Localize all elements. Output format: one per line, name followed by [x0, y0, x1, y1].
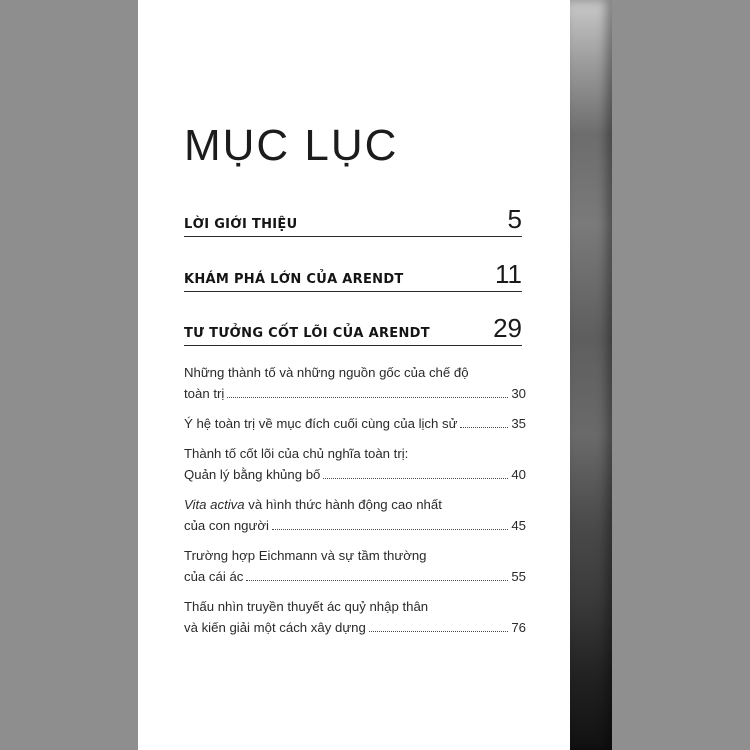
dot-leader — [227, 397, 508, 398]
toc-sub-entry-line2: của cái ác — [184, 569, 244, 584]
toc-sub-entry[interactable] — [184, 596, 526, 638]
background-left — [0, 0, 138, 750]
toc-sub-entry-line2: của con người — [184, 518, 269, 533]
toc-sub-entry-page: 35 — [511, 416, 526, 431]
toc-sub-entry-line1-rest: và hình thức hành động cao nhất — [244, 497, 442, 512]
toc-sub-entry-page: 30 — [511, 386, 526, 401]
toc-sub-entry-line2: Quản lý bằng khủng bố — [184, 467, 321, 482]
toc-main-entry-page: 29 — [493, 313, 522, 343]
toc-sub-entry-line1: Những thành tố và những nguồn gốc của chế độ — [184, 365, 469, 380]
dot-leader — [246, 580, 508, 581]
dot-leader — [369, 631, 509, 632]
page-title: MỤC LỤC — [184, 121, 399, 170]
toc-sub-entry[interactable] — [184, 362, 526, 404]
toc-main-entry-label: LỜI GIỚI THIỆU — [184, 217, 298, 232]
toc-sub-list — [184, 362, 526, 647]
book-spine-shadow — [570, 0, 612, 750]
toc-sub-entry[interactable] — [184, 494, 526, 536]
toc-sub-entry-page: 45 — [511, 518, 526, 533]
book-page — [138, 0, 570, 750]
toc-main-entry[interactable] — [184, 202, 522, 237]
toc-sub-entry-line1: Thành tố cốt lõi của chủ nghĩa toàn trị: — [184, 446, 409, 461]
toc-main-entry-page: 5 — [507, 204, 522, 234]
toc-sub-entry-line1: Thấu nhìn truyền thuyết ác quỷ nhập thân — [184, 599, 429, 614]
toc-sub-entry[interactable] — [184, 443, 526, 485]
toc-sub-entry-line2: và kiến giải một cách xây dựng — [184, 620, 366, 635]
toc-sub-entry-italic: Vita activa — [184, 497, 245, 512]
toc-sub-entry-page: 55 — [511, 569, 526, 584]
toc-main-entry-label: TƯ TƯỞNG CỐT LÕI CỦA ARENDT — [184, 326, 430, 341]
toc-sub-entry-line1: Trường hợp Eichmann và sự tầm thường — [184, 548, 427, 563]
dot-leader — [323, 478, 508, 479]
toc-sub-entry[interactable] — [184, 545, 526, 587]
toc-sub-entry-line1 — [184, 494, 526, 515]
toc-main-entry[interactable] — [184, 311, 522, 346]
dot-leader — [460, 427, 508, 428]
toc-sub-entry-line2: toàn trị — [184, 386, 225, 401]
dot-leader — [272, 529, 508, 530]
toc-sub-entry-page: 40 — [511, 467, 526, 482]
toc-sub-entry[interactable] — [184, 413, 526, 434]
toc-sub-entry-line2: Ý hệ toàn trị về mục đích cuối cùng của lịch sử — [184, 416, 458, 431]
toc-main-entry-page: 11 — [495, 259, 522, 289]
toc-sub-entry-page: 76 — [511, 620, 526, 635]
toc-main-entry[interactable] — [184, 257, 522, 292]
toc-main-entry-label: KHÁM PHÁ LỚN CỦA ARENDT — [184, 272, 404, 287]
